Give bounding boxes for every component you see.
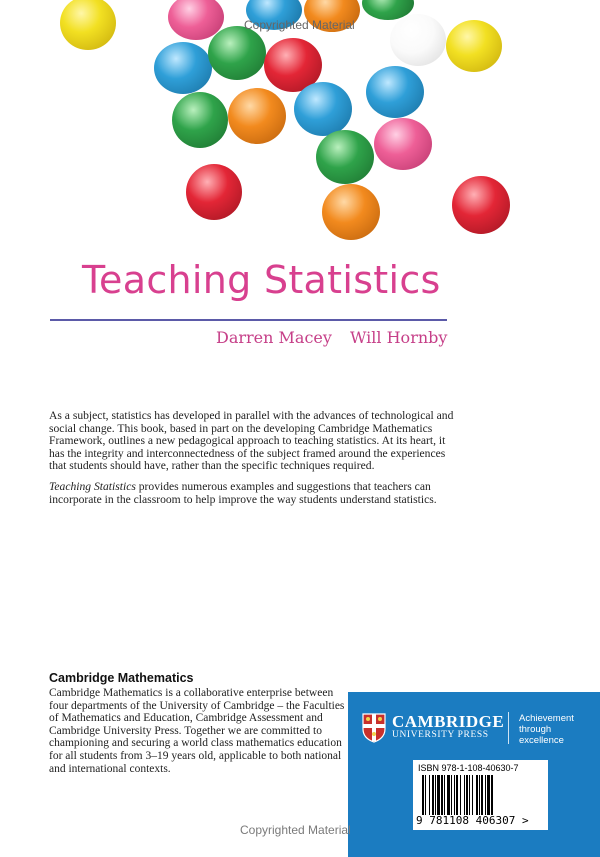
- blurb-paragraph-2: [49, 481, 454, 506]
- blurb: [49, 410, 454, 514]
- author-darren-macey: Darren Macey: [216, 328, 332, 347]
- red-candy: [452, 176, 510, 234]
- white-candy: [390, 14, 446, 66]
- isbn-barcode: [413, 760, 548, 830]
- blue-candy: [294, 82, 352, 136]
- book-title: Teaching Statistics: [82, 258, 441, 302]
- blurb-book-title: Teaching Statistics: [49, 479, 136, 493]
- blurb-paragraph-2-text: provides numerous examples and suggestions that teachers can incorporate in the classroom to help improve the way students understand statistics.: [49, 479, 437, 506]
- watermark-top: Copyrighted Material: [244, 18, 355, 32]
- tagline-line-2: through: [519, 724, 552, 735]
- title-rule: [50, 319, 447, 321]
- blue-candy: [366, 66, 424, 118]
- publisher-divider: [508, 712, 509, 744]
- tagline-line-1: Achievement: [519, 713, 574, 724]
- cambridge-mathematics-heading: Cambridge Mathematics: [49, 671, 194, 685]
- tagline-line-3: excellence: [519, 735, 564, 746]
- author-will-hornby: Will Hornby: [350, 328, 448, 347]
- blurb-paragraph-1: As a subject, statistics has developed in parallel with the advances of technological and social change. This book, based in part on the developing Cambridge Mathematics Framework, outlines a new pedagogical approach to teaching statistics. At its heart, it has the integrity and interconnectedness of the subject framed around the experiences that students should have, rather than the specific techniques required.: [49, 409, 454, 473]
- green-candy: [208, 26, 266, 80]
- watermark-bottom: Copyrighted Material: [240, 823, 351, 837]
- yellow-candy: [446, 20, 502, 72]
- publisher-press: UNIVERSITY PRESS: [392, 730, 489, 740]
- green-candy: [172, 92, 228, 148]
- publisher-name: CAMBRIDGE: [392, 712, 505, 731]
- cambridge-crest-icon: [362, 713, 386, 743]
- cambridge-mathematics-body: Cambridge Mathematics is a collaborative enterprise between four departments of the University of Cambridge – the Faculties of Mathematics and Education, Cambridge Assessment and Cambridge University Press. Together we are committed to championing and securing a world class mathematics education for all students from 3–19 years old, applicable to both national and international contexts.: [49, 687, 345, 775]
- blue-candy: [154, 42, 212, 94]
- red-candy: [186, 164, 242, 220]
- barcode-digits: 9 781108 406307 >: [416, 814, 529, 827]
- orange-candy: [322, 184, 380, 240]
- candy-photo: [0, 0, 600, 250]
- orange-candy: [228, 88, 286, 144]
- yellow-candy: [60, 0, 116, 50]
- publisher-tagline: [519, 713, 574, 746]
- barcode-bars-icon: [421, 775, 543, 815]
- pink-candy: [374, 118, 432, 170]
- green-candy: [316, 130, 374, 184]
- isbn-label: ISBN 978-1-108-40630-7: [418, 763, 519, 773]
